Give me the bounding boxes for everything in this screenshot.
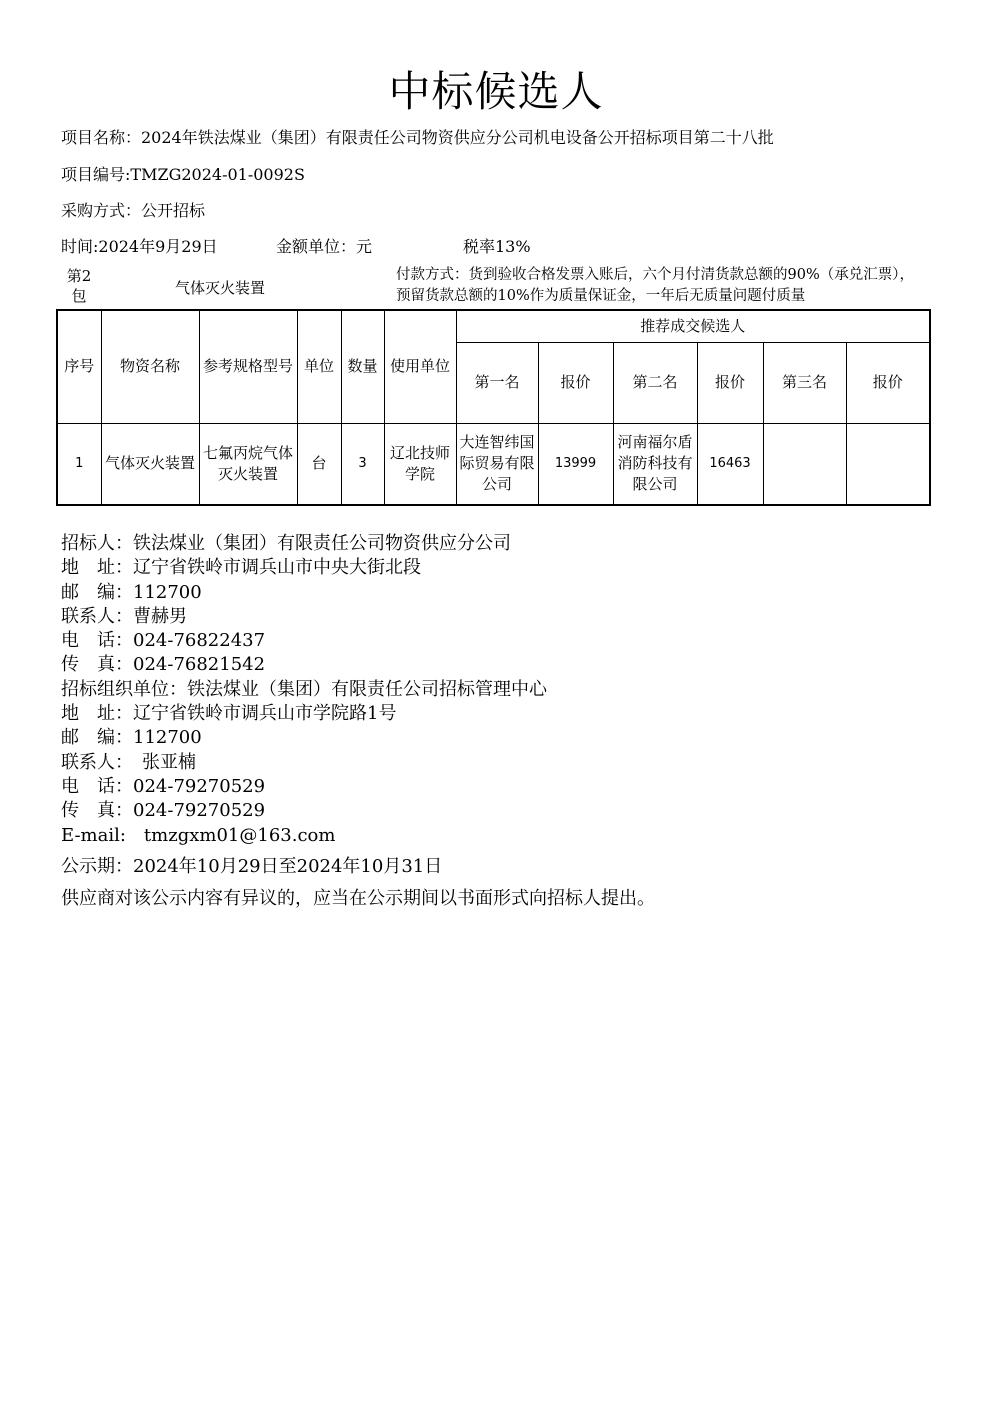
candidate-table xyxy=(56,309,931,506)
header-candidates: 推荐成交候选人 xyxy=(456,310,930,342)
table-row xyxy=(57,423,930,505)
publish-time: 时间:2024年9月29日 xyxy=(61,237,218,256)
header-price3: 报价 xyxy=(846,342,930,423)
header-second: 第二名 xyxy=(613,342,697,423)
project-name: 项目名称：2024年铁法煤业（集团）有限责任公司物资供应分公司机电设备公开招标项目第二十八批 xyxy=(61,128,774,147)
cell-third xyxy=(763,423,846,505)
agency-email: E-mail: tmzgxm01@163.com xyxy=(61,824,336,846)
cell-price2: 16463 xyxy=(697,423,763,505)
header-qty: 数量 xyxy=(341,310,384,423)
agency-phone: 电 话：024-79270529 xyxy=(61,775,266,797)
header-user: 使用单位 xyxy=(384,310,456,423)
tenderer-fax: 传 真：024-76821542 xyxy=(61,654,266,676)
package-name: 气体灭火装置 xyxy=(174,279,265,297)
header-price1: 报价 xyxy=(538,342,613,423)
agency-postcode: 邮 编：112700 xyxy=(61,727,202,749)
tax-rate: 税率13% xyxy=(463,237,531,256)
header-first: 第一名 xyxy=(456,342,538,423)
cell-price3 xyxy=(846,423,930,505)
cell-second: 河南福尔盾消防科技有限公司 xyxy=(613,423,697,505)
procurement-method: 采购方式：公开招标 xyxy=(61,201,206,220)
payment-terms: 付款方式：货到验收合格发票入账后，六个月付清货款总额的90%（承兑汇票），预留货款总额的10%作为质量保证金，一年后无质量问题付质量 xyxy=(396,267,914,304)
notice-objection: 供应商对该公示内容有异议的，应当在公示期间以书面形式向招标人提出。 xyxy=(61,888,655,909)
header-third: 第三名 xyxy=(763,342,846,423)
tenderer-postcode: 邮 编：112700 xyxy=(61,581,202,603)
contact-block xyxy=(61,532,547,848)
header-material: 物资名称 xyxy=(101,310,199,423)
project-code: 项目编号:TMZG2024-01-0092S xyxy=(61,165,305,184)
page-title: 中标候选人 xyxy=(388,67,604,116)
agency-address: 地 址：辽宁省铁岭市调兵山市学院路1号 xyxy=(61,703,397,725)
agency-fax: 传 真：024-79270529 xyxy=(61,800,266,822)
cell-first: 大连智纬国际贸易有限公司 xyxy=(456,423,538,505)
tenderer: 招标人：铁法煤业（集团）有限责任公司物资供应分公司 xyxy=(61,533,511,554)
header-seq: 序号 xyxy=(57,310,101,423)
cell-qty: 3 xyxy=(341,423,384,505)
agency-contact: 联系人： 张亚楠 xyxy=(61,751,196,773)
tenderer-address: 地 址：辽宁省铁岭市调兵山市中央大街北段 xyxy=(61,557,421,579)
cell-price1: 13999 xyxy=(538,423,613,505)
cell-unit: 台 xyxy=(297,423,341,505)
header-spec: 参考规格型号 xyxy=(199,310,297,423)
cell-seq: 1 xyxy=(57,423,101,505)
package-number: 第2包 xyxy=(66,267,92,305)
notice-period: 公示期：2024年10月29日至2024年10月31日 xyxy=(61,856,443,877)
cell-user: 辽北技师学院 xyxy=(384,423,456,505)
tenderer-contact: 联系人：曹赫男 xyxy=(61,605,187,627)
cell-spec: 七氟丙烷气体灭火装置 xyxy=(199,423,297,505)
cell-material: 气体灭火装置 xyxy=(101,423,199,505)
header-price2: 报价 xyxy=(697,342,763,423)
agency: 招标组织单位：铁法煤业（集团）有限责任公司招标管理中心 xyxy=(61,678,547,700)
tenderer-phone: 电 话：024-76822437 xyxy=(61,630,266,652)
currency-unit: 金额单位：元 xyxy=(276,237,373,256)
header-unit: 单位 xyxy=(297,310,341,423)
